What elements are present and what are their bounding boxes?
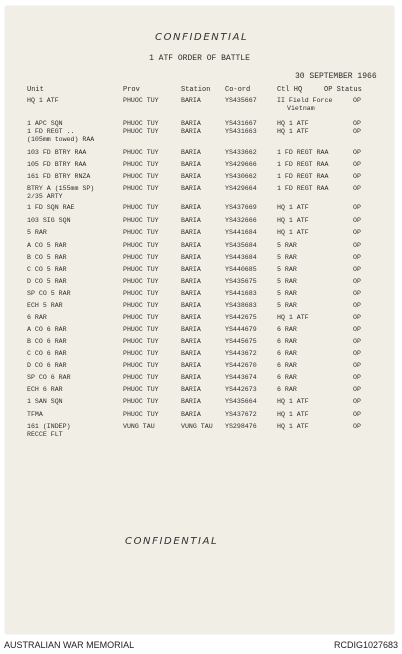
unit-cell: B CO 6 RAR [27,338,67,345]
status-cell: OP [353,411,361,418]
document-title: 1 ATF ORDER OF BATTLE [149,54,250,63]
unit-cell: 1 APC SQN [27,120,63,127]
document-page [5,6,394,634]
status-cell: OP [353,242,361,249]
unit-cell: ECH 5 RAR [27,302,63,309]
station-cell: BARIA [181,204,201,211]
ctl-hq-cell-line2: Vietnam [287,105,315,112]
col-prov: Prov [123,86,140,94]
unit-cell: C CO 5 RAR [27,266,67,273]
ctl-hq-cell: HQ 1 ATF [277,204,309,211]
station-cell: BARIA [181,120,201,127]
prov-cell: PHUOC TUY [123,149,159,156]
station-cell: VUNG TAU [181,423,213,430]
prov-cell: PHUOC TUY [123,217,159,224]
status-cell: OP [353,290,361,297]
prov-cell: PHUOC TUY [123,350,159,357]
status-cell: OP [353,326,361,333]
ctl-hq-cell: HQ 1 ATF [277,217,309,224]
station-cell: BARIA [181,254,201,261]
status-cell: OP [353,254,361,261]
station-cell: BARIA [181,398,201,405]
unit-cell: SP CO 6 RAR [27,374,71,381]
prov-cell: PHUOC TUY [123,386,159,393]
unit-cell: 103 SIG SQN [27,217,71,224]
ctl-hq-cell: 1 FD REGT RAA [277,173,329,180]
coord-cell: YS431663 [225,128,257,135]
station-cell: BARIA [181,229,201,236]
station-cell: BARIA [181,374,201,381]
prov-cell: PHUOC TUY [123,411,159,418]
coord-cell: YS429664 [225,185,257,192]
unit-cell: B CO 5 RAR [27,254,67,261]
prov-cell: PHUOC TUY [123,254,159,261]
status-cell: OP [353,386,361,393]
ctl-hq-cell: 6 RAR [277,338,297,345]
archive-name: AUSTRALIAN WAR MEMORIAL [4,640,135,650]
status-cell: OP [353,362,361,369]
prov-cell: PHUOC TUY [123,97,159,104]
status-cell: OP [353,97,361,104]
coord-cell: YS442670 [225,362,257,369]
status-cell: OP [353,314,361,321]
unit-cell: D CO 5 RAR [27,278,67,285]
coord-cell: YS435675 [225,278,257,285]
ctl-hq-cell: HQ 1 ATF [277,120,309,127]
station-cell: BARIA [181,290,201,297]
ctl-hq-cell: 5 RAR [277,278,297,285]
ctl-hq-cell: II Field Force [277,97,333,104]
coord-cell: YS433662 [225,149,257,156]
prov-cell: PHUOC TUY [123,229,159,236]
ctl-hq-cell: 1 FD REGT RAA [277,149,329,156]
prov-cell: PHUOC TUY [123,128,159,135]
station-cell: BARIA [181,362,201,369]
ctl-hq-cell: 1 FD REGT RAA [277,161,329,168]
unit-cell: 1 SAN SQN [27,398,63,405]
ctl-hq-cell: HQ 1 ATF [277,314,309,321]
prov-cell: PHUOC TUY [123,374,159,381]
classification-bottom: CONFIDENTIAL [125,536,219,547]
coord-cell: YS430662 [225,173,257,180]
coord-cell: YS443684 [225,254,257,261]
status-cell: OP [353,217,361,224]
unit-cell: TFMA [27,411,43,418]
ctl-hq-cell: 5 RAR [277,302,297,309]
status-cell: OP [353,278,361,285]
coord-cell: YS444679 [225,326,257,333]
prov-cell: PHUOC TUY [123,242,159,249]
station-cell: BARIA [181,242,201,249]
coord-cell: YS298476 [225,423,257,430]
prov-cell: PHUOC TUY [123,278,159,285]
ctl-hq-cell: 6 RAR [277,362,297,369]
status-cell: OP [353,204,361,211]
coord-cell: YS440685 [225,266,257,273]
station-cell: BARIA [181,278,201,285]
coord-cell: YS431667 [225,120,257,127]
prov-cell: PHUOC TUY [123,290,159,297]
status-cell: OP [353,128,361,135]
station-cell: BARIA [181,338,201,345]
unit-cell: HQ 1 ATF [27,97,59,104]
prov-cell: PHUOC TUY [123,161,159,168]
coord-cell: YS443672 [225,350,257,357]
unit-cell: 5 RAR [27,229,47,236]
station-cell: BARIA [181,217,201,224]
col-station: Station [181,86,211,94]
status-cell: OP [353,185,361,192]
classification-top: CONFIDENTIAL [155,32,249,43]
ctl-hq-cell: HQ 1 ATF [277,411,309,418]
prov-cell: PHUOC TUY [123,338,159,345]
ctl-hq-cell: 5 RAR [277,242,297,249]
station-cell: BARIA [181,386,201,393]
status-cell: OP [353,423,361,430]
col-op-status: OP Status [324,86,362,94]
status-cell: OP [353,149,361,156]
status-cell: OP [353,120,361,127]
coord-cell: YS429666 [225,161,257,168]
station-cell: BARIA [181,185,201,192]
status-cell: OP [353,398,361,405]
prov-cell: PHUOC TUY [123,185,159,192]
coord-cell: YS435684 [225,242,257,249]
ctl-hq-cell: 6 RAR [277,374,297,381]
ctl-hq-cell: 6 RAR [277,386,297,393]
unit-cell: SP CO 5 RAR [27,290,71,297]
unit-cell: 103 FD BTRY RAA [27,149,87,156]
unit-cell-line2: 2/35 ARTY [27,193,63,200]
unit-cell: BTRY A (155mm SP) [27,185,95,192]
status-cell: OP [353,173,361,180]
prov-cell: PHUOC TUY [123,326,159,333]
col-coord: Co-ord [225,86,251,94]
archive-footer [0,636,402,654]
station-cell: BARIA [181,97,201,104]
station-cell: BARIA [181,326,201,333]
unit-cell: A CO 5 RAR [27,242,67,249]
coord-cell: YS438683 [225,302,257,309]
prov-cell: PHUOC TUY [123,362,159,369]
unit-cell: D CO 6 RAR [27,362,67,369]
ctl-hq-cell: 6 RAR [277,350,297,357]
ctl-hq-cell: 6 RAR [277,326,297,333]
ctl-hq-cell: HQ 1 ATF [277,229,309,236]
status-cell: OP [353,338,361,345]
status-cell: OP [353,229,361,236]
station-cell: BARIA [181,314,201,321]
station-cell: BARIA [181,302,201,309]
ctl-hq-cell: HQ 1 ATF [277,423,309,430]
ctl-hq-cell: HQ 1 ATF [277,128,309,135]
prov-cell: PHUOC TUY [123,314,159,321]
unit-cell: A CO 6 RAR [27,326,67,333]
status-cell: OP [353,266,361,273]
ctl-hq-cell: 1 FD REGT RAA [277,185,329,192]
unit-cell: 161 FD BTRY RNZA [27,173,91,180]
status-cell: OP [353,161,361,168]
col-unit: Unit [27,86,44,94]
document-date: 30 SEPTEMBER 1966 [295,72,377,81]
coord-cell: YS442673 [225,386,257,393]
unit-cell: 6 RAR [27,314,47,321]
coord-cell: YS432666 [225,217,257,224]
ctl-hq-cell: HQ 1 ATF [277,398,309,405]
status-cell: OP [353,302,361,309]
prov-cell: PHUOC TUY [123,266,159,273]
unit-cell-line2: (105mm towed) RAA [27,136,95,143]
status-cell: OP [353,374,361,381]
ctl-hq-cell: 5 RAR [277,266,297,273]
coord-cell: YS437672 [225,411,257,418]
coord-cell: YS443674 [225,374,257,381]
station-cell: BARIA [181,350,201,357]
station-cell: BARIA [181,173,201,180]
col-ctl-hq: Ctl HQ [277,86,303,94]
unit-cell-line2: RECCE FLT [27,431,63,438]
prov-cell: PHUOC TUY [123,173,159,180]
prov-cell: PHUOC TUY [123,120,159,127]
prov-cell: PHUOC TUY [123,398,159,405]
prov-cell: PHUOC TUY [123,302,159,309]
archive-id: RCDIG1027683 [333,640,398,650]
prov-cell: PHUOC TUY [123,204,159,211]
coord-cell: YS437669 [225,204,257,211]
unit-cell: 1 FD REGT .. [27,128,75,135]
ctl-hq-cell: 5 RAR [277,254,297,261]
station-cell: BARIA [181,128,201,135]
coord-cell: YS445675 [225,338,257,345]
station-cell: BARIA [181,411,201,418]
coord-cell: YS435667 [225,97,257,104]
unit-cell: C CO 6 RAR [27,350,67,357]
unit-cell: 161 (INDEP) [27,423,71,430]
prov-cell: VUNG TAU [123,423,155,430]
ctl-hq-cell: 5 RAR [277,290,297,297]
station-cell: BARIA [181,161,201,168]
unit-cell: 105 FD BTRY RAA [27,161,87,168]
unit-cell: 1 FD SQN RAE [27,204,75,211]
status-cell: OP [353,350,361,357]
coord-cell: YS442675 [225,314,257,321]
unit-cell: ECH 6 RAR [27,386,63,393]
coord-cell: YS441683 [225,290,257,297]
coord-cell: YS435664 [225,398,257,405]
station-cell: BARIA [181,149,201,156]
station-cell: BARIA [181,266,201,273]
coord-cell: YS441684 [225,229,257,236]
